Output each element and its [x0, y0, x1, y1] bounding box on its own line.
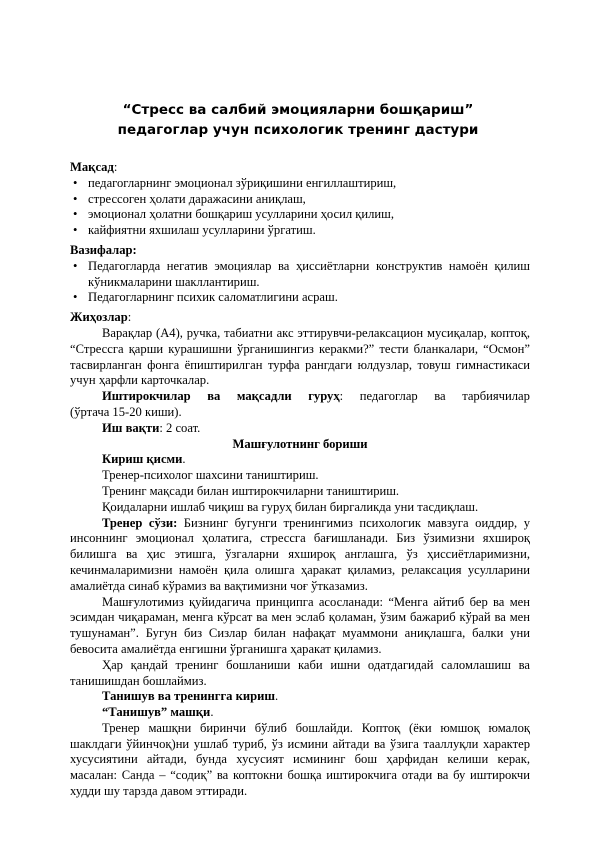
bullet-icon: •: [73, 258, 78, 273]
list-item-text: Педагогларда негатив эмоциялар ва ҳиссиётларни конструктив намоён қилиш кўникмаларини шакллантириш.: [88, 258, 530, 289]
trainer-text: Бизнинг бугунги тренингимиз психологик мавзуга оиддир, у инсоннинг эмоционал ҳолатига, стрессга бағишланади. Биз ўзимизни яхшироқ билишга ва ҳис этишга, ўзгаларни яхшироқ англашга, ўз ҳиссиётларимизни, кечинмаларимизни намоён қила олишга ҳаракат қиламиз, релаксация усулларини амалиётда синаб кўрамиз ва вақтимизни чоғ ўтказамиз.: [70, 515, 530, 593]
trainer-label: Тренер сўзи:: [102, 515, 178, 530]
participants-word: ва: [434, 389, 446, 404]
list-item: [70, 207, 530, 223]
participants-word: педагоглар: [359, 389, 418, 404]
bullet-icon: •: [73, 223, 78, 238]
list-item-text: стрессоген ҳолати даражасини аниқлаш,: [88, 191, 306, 206]
enter-heading: Танишув ва тренингга кириш.: [102, 689, 279, 704]
document-body: [70, 160, 530, 800]
intro-line: Тренинг мақсади билан иштирокчиларни таништириш.: [102, 483, 400, 498]
list-item: [70, 223, 530, 239]
exercise-heading: “Танишув” машқи.: [102, 705, 214, 720]
participants-word: ва: [207, 389, 221, 404]
participants-group-label: гуруҳ: [308, 389, 340, 404]
participants-word: мақсадли: [236, 389, 292, 404]
goal-heading: Мақсад:: [70, 160, 118, 174]
tasks-list: [70, 259, 530, 306]
greeting-paragraph: Ҳар қандай тренинг бошланиши каби ишни одатдагидай саломлашиш ва танишишдан бошлаймиз.: [70, 657, 530, 688]
list-item-text: эмоционал ҳолатни бошқариш усулларини ҳосил қилиш,: [88, 207, 394, 222]
participants-line: [70, 389, 530, 405]
list-item-text: кайфиятни яхшилаш усулларини ўргатиш.: [88, 223, 316, 238]
intro-heading-text: Кириш қисми: [102, 452, 183, 467]
list-item: [70, 290, 530, 306]
list-item: [70, 259, 530, 291]
participants-word: гуруҳ:: [308, 389, 344, 404]
duration-line: [70, 421, 530, 437]
bullet-icon: •: [73, 207, 78, 222]
tasks-label: Вазифалар:: [70, 242, 137, 257]
duration-label: Иш вақти: [102, 420, 160, 435]
document-title-line-2: педагоглар учун психологик тренинг дастури: [117, 122, 479, 138]
goal-label: Мақсад: [70, 160, 114, 174]
intro-line: Тренер-психолог шахсини таништириш.: [102, 468, 319, 483]
equipment-label: Жиҳозлар: [70, 310, 128, 325]
course-heading: [70, 437, 530, 453]
trainer-paragraph: [70, 516, 530, 595]
list-item: [70, 176, 530, 192]
intro-line: Қоидаларни ишлаб чиқиш ва гуруҳ билан биргаликда уни тасдиқлаш.: [102, 499, 479, 514]
participants-word: тарбиячилар: [462, 389, 530, 404]
document-title-line-1: “Стресс ва салбий эмоцияларни бошқариш”: [122, 102, 474, 118]
tasks-heading: [70, 243, 530, 259]
exercise-paragraph: Тренер машқни биринчи бўлиб бошлайди. Коптоқ (ёки юмшоқ юмалоқ шаклдаги ўйинчоқ)ни ушлаб туриб, ўз исмини айтади ва ўзига тааллуқли характер хусусиятини айтади, бунда хусусият исмининг бош ҳарфидан келиши керак, масалан: Санда – “содиқ” ва коптокни бошқа иштирокчига отади ва бу иштирокчи худди шу тарзда давом эттиради.: [70, 720, 530, 799]
intro-heading: Кириш қисми.: [102, 452, 186, 467]
list-item-text: педагогларнинг эмоционал зўриқишини енгиллаштириш,: [88, 175, 397, 190]
bullet-icon: •: [73, 191, 78, 206]
list-item: [70, 192, 530, 208]
enter-heading-text: Танишув ва тренингга кириш: [102, 689, 276, 704]
participants-count: (ўртача 15-20 киши).: [70, 404, 182, 419]
equipment-text: Варақлар (А4), ручка, табиатни акс эттирувчи-релаксацион мусиқалар, коптоқ, “Стрессга қарши курашишни ўрганишингиз керакми?” тести бланкалари, “Осмон” тасвирланган фонга ёпиштирилган турфа рангдаги юлдузлар, товуш гимнастикаси учун ҳарфли карточкалар.: [70, 325, 530, 388]
principle-paragraph: Машғулотимиз қуйидагича принципга асосланади: “Менга айтиб бер ва мен эсимдан чиқараман, менга кўрсат ва мен эслаб қоламан, ўзим бажариб кўрай ва мен тушунаман”. Бугун биз Сизлар билан нафақат муаммони аниқлашга, балки уни бевосита амалиётда енгишни ўрганишга ҳаракат қиламиз.: [70, 594, 530, 656]
equipment-heading: Жиҳозлар:: [70, 310, 132, 325]
bullet-icon: •: [73, 175, 78, 190]
exercise-heading-text: “Танишув” машқи: [102, 705, 211, 720]
goal-list: [70, 176, 530, 239]
list-item-text: Педагогларнинг психик саломатлигини асраш.: [88, 290, 338, 305]
participants-word: Иштирокчилар: [102, 389, 191, 404]
bullet-icon: •: [73, 290, 78, 305]
duration-value: : 2 соат.: [159, 420, 201, 435]
course-heading-text: Машғулотнинг бориши: [232, 436, 368, 451]
